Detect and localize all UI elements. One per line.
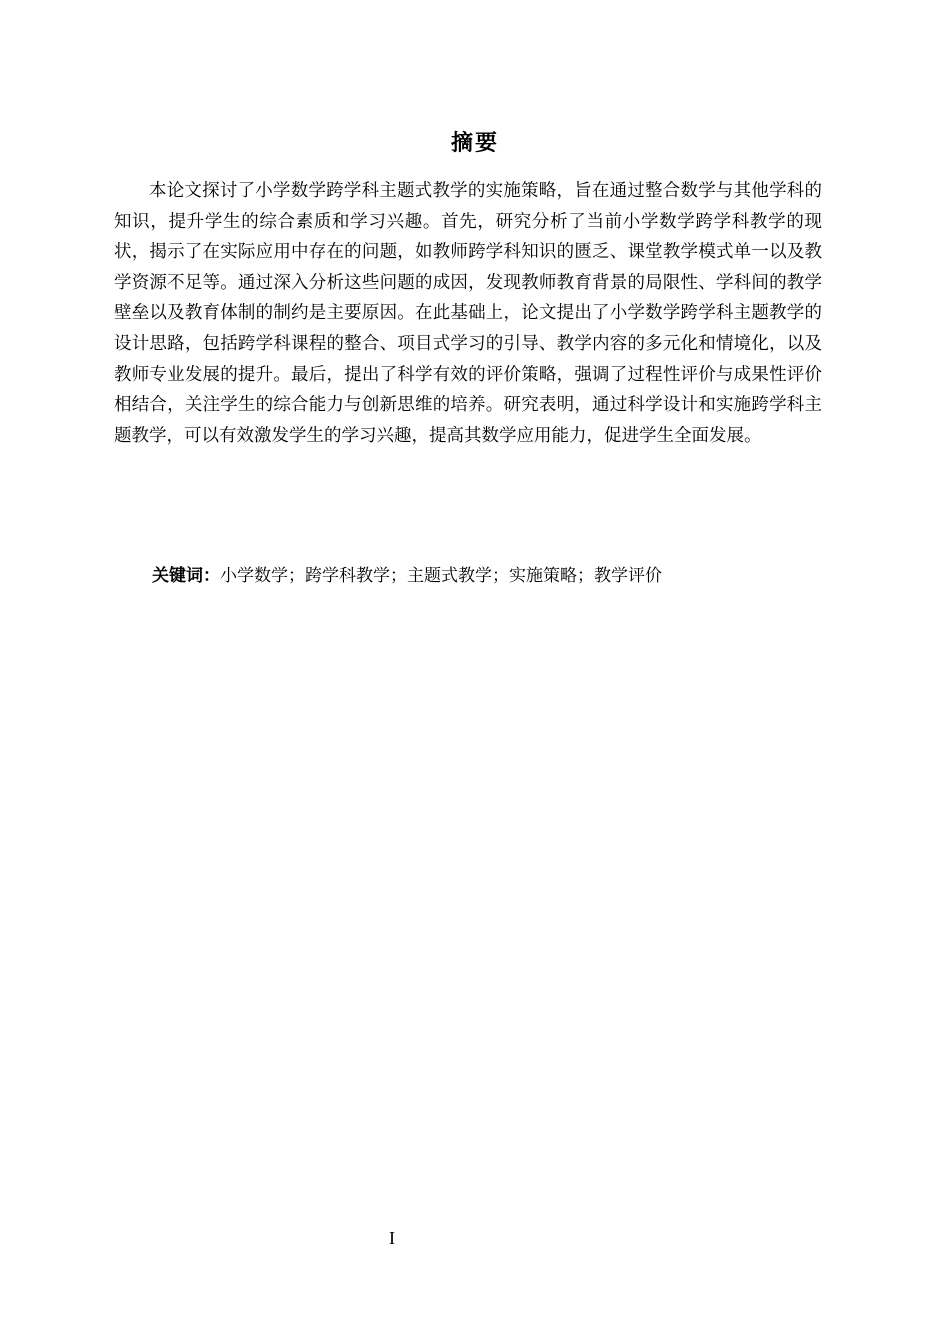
page-number: I <box>389 1228 395 1248</box>
keywords-label: 关键词： <box>152 566 220 586</box>
keywords-text: 小学数学；跨学科教学；主题式教学；实施策略；教学评价 <box>220 566 662 586</box>
keywords-line <box>152 562 832 590</box>
abstract-paragraph: 本论文探讨了小学数学跨学科主题式教学的实施策略，旨在通过整合数学与其他学科的知识，提升学生的综合素质和学习兴趣。首先，研究分析了当前小学数学跨学科教学的现状，揭示了在实际应用中存在的问题，如教师跨学科知识的匮乏、课堂教学模式单一以及教学资源不足等。通过深入分析这些问题的成因，发现教师教育背景的局限性、学科间的教学壁垒以及教育体制的制约是主要原因。在此基础上，论文提出了小学数学跨学科主题教学的设计思路，包括跨学科课程的整合、项目式学习的引导、教学内容的多元化和情境化，以及教师专业发展的提升。最后，提出了科学有效的评价策略，强调了过程性评价与成果性评价相结合，关注学生的综合能力与创新思维的培养。研究表明，通过科学设计和实施跨学科主题教学，可以有效激发学生的学习兴趣，提高其数学应用能力，促进学生全面发展。 <box>114 181 822 446</box>
abstract-title: 摘要 <box>450 131 499 156</box>
